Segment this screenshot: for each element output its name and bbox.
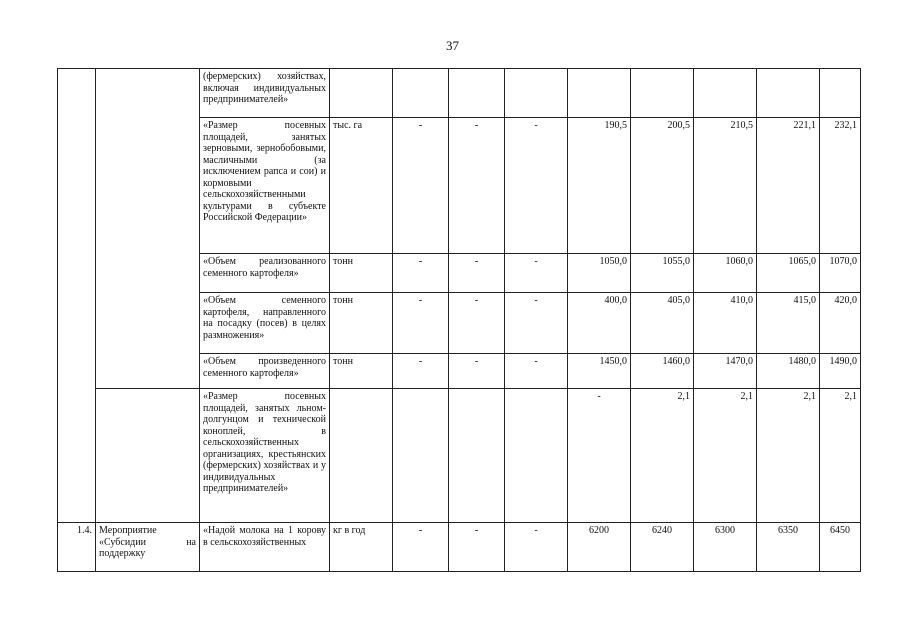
table-row <box>58 69 861 118</box>
event-cell: Мероприятие «Субсидии на поддержку <box>96 523 200 572</box>
value-cell: - <box>393 118 449 254</box>
value-cell: - <box>393 523 449 572</box>
value-cell: 200,5 <box>631 118 694 254</box>
value-cell <box>449 69 505 118</box>
unit-cell: тонн <box>330 293 393 354</box>
value-cell: - <box>449 118 505 254</box>
value-cell: 1050,0 <box>568 254 631 293</box>
event-cell <box>96 389 200 523</box>
value-cell: - <box>505 523 568 572</box>
page-number: 37 <box>446 38 459 53</box>
value-cell <box>449 389 505 523</box>
value-cell: 210,5 <box>694 118 757 254</box>
value-cell: 1070,0 <box>820 254 861 293</box>
value-cell <box>505 389 568 523</box>
value-cell: - <box>449 523 505 572</box>
value-cell <box>505 69 568 118</box>
value-cell: 1460,0 <box>631 354 694 389</box>
value-cell: 6450 <box>820 523 861 572</box>
value-cell: 1065,0 <box>757 254 820 293</box>
value-cell: - <box>449 254 505 293</box>
value-cell: 1470,0 <box>694 354 757 389</box>
value-cell: 400,0 <box>568 293 631 354</box>
value-cell: 420,0 <box>820 293 861 354</box>
value-cell <box>631 69 694 118</box>
value-cell: 1490,0 <box>820 354 861 389</box>
value-cell: - <box>505 254 568 293</box>
value-cell: - <box>393 354 449 389</box>
row-number-cell: 1.4. <box>58 523 96 572</box>
indicator-cell: (фермерских) хозяйствах, включая индивидуальных предпринимателей» <box>200 69 330 118</box>
value-cell: 1450,0 <box>568 354 631 389</box>
value-cell: 2,1 <box>631 389 694 523</box>
indicator-cell: «Размер посевных площадей, занятых зерновыми, зернобобовыми, масличными (за исключением рапса и сои) и кормовыми сельскохозяйственными культурами в субъекте Российской Федерации» <box>200 118 330 254</box>
value-cell: 1480,0 <box>757 354 820 389</box>
indicator-cell: «Объем семенного картофеля, направленного на посадку (посев) в целях размножения» <box>200 293 330 354</box>
value-cell <box>393 389 449 523</box>
row-number-cell <box>58 69 96 523</box>
value-cell: - <box>505 118 568 254</box>
unit-cell: тонн <box>330 354 393 389</box>
value-cell: 2,1 <box>757 389 820 523</box>
value-cell: - <box>568 389 631 523</box>
value-cell: - <box>449 293 505 354</box>
value-cell: - <box>393 254 449 293</box>
unit-cell: тыс. га <box>330 118 393 254</box>
indicator-cell: «Размер посевных площадей, занятых льном-долгунцом и технической коноплей, в сельскохозяйственных организациях, крестьянских (фермерских) хозяйствах и у индивидуальных предпринимателей» <box>200 389 330 523</box>
value-cell <box>694 69 757 118</box>
targets-table <box>57 68 861 572</box>
value-cell <box>757 69 820 118</box>
table-row <box>58 389 861 523</box>
value-cell: - <box>449 354 505 389</box>
unit-cell: кг в год <box>330 523 393 572</box>
unit-cell: тонн <box>330 254 393 293</box>
value-cell: 6240 <box>631 523 694 572</box>
value-cell: - <box>393 293 449 354</box>
value-cell: 405,0 <box>631 293 694 354</box>
indicator-cell: «Объем произведенного семенного картофеля» <box>200 354 330 389</box>
value-cell: 221,1 <box>757 118 820 254</box>
value-cell <box>568 69 631 118</box>
value-cell: 232,1 <box>820 118 861 254</box>
value-cell: 1055,0 <box>631 254 694 293</box>
value-cell <box>820 69 861 118</box>
value-cell: 410,0 <box>694 293 757 354</box>
value-cell: 2,1 <box>694 389 757 523</box>
event-cell <box>96 69 200 389</box>
value-cell <box>393 69 449 118</box>
indicator-cell: «Надой молока на 1 корову в сельскохозяйственных <box>200 523 330 572</box>
unit-cell <box>330 389 393 523</box>
value-cell: 415,0 <box>757 293 820 354</box>
value-cell: - <box>505 293 568 354</box>
value-cell: 6350 <box>757 523 820 572</box>
indicator-cell: «Объем реализованного семенного картофеля» <box>200 254 330 293</box>
table-row <box>58 523 861 572</box>
value-cell: - <box>505 354 568 389</box>
unit-cell <box>330 69 393 118</box>
value-cell: 1060,0 <box>694 254 757 293</box>
value-cell: 6300 <box>694 523 757 572</box>
value-cell: 190,5 <box>568 118 631 254</box>
value-cell: 2,1 <box>820 389 861 523</box>
value-cell: 6200 <box>568 523 631 572</box>
